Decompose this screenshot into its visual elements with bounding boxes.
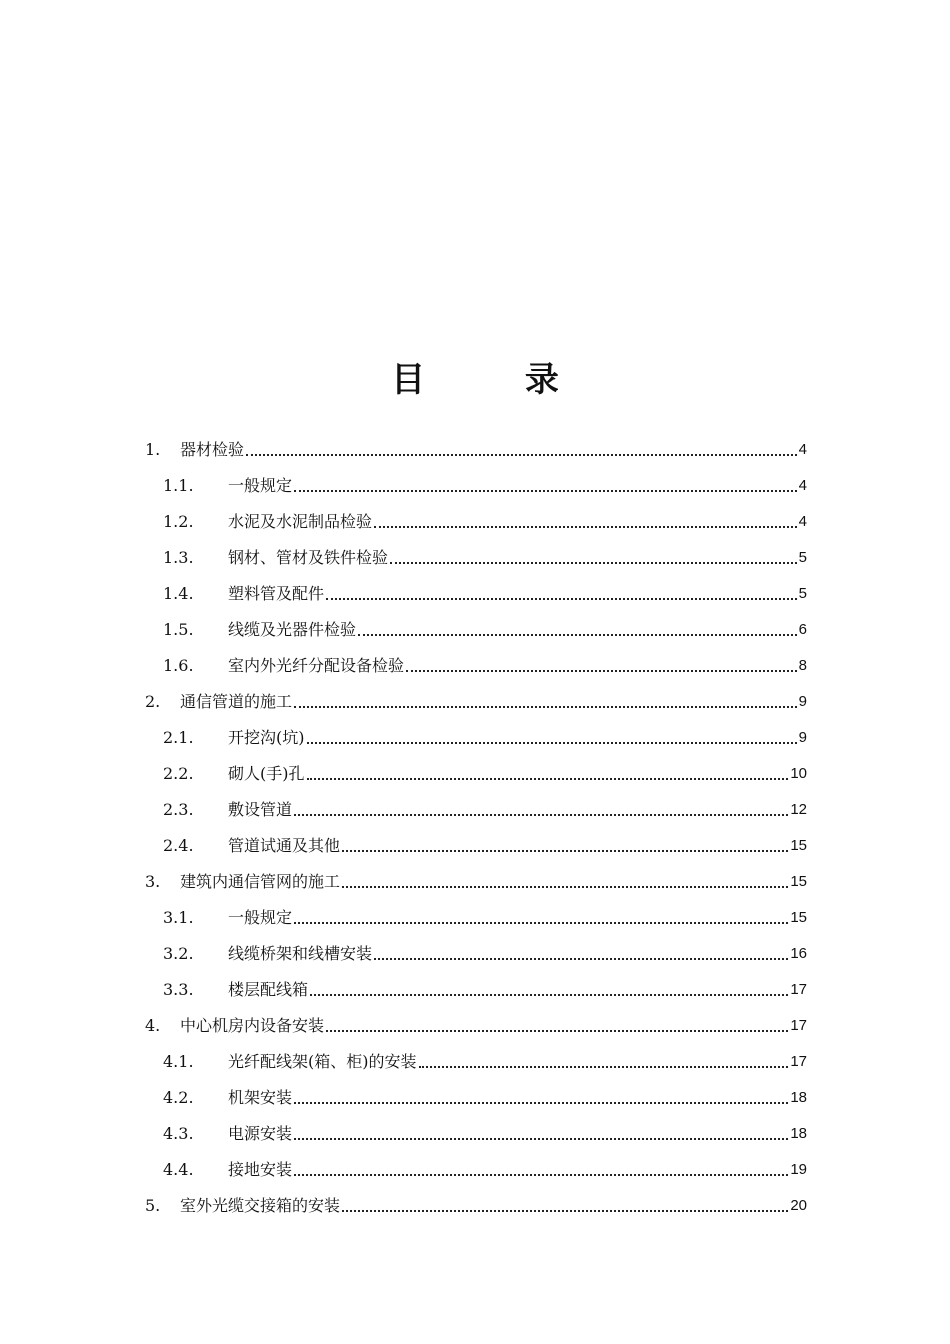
page-title: 目 录 (391, 360, 603, 400)
toc-entry-page-number: 16 (790, 945, 807, 962)
toc-entry-page-number: 4 (798, 513, 807, 530)
toc-entry[interactable] (163, 970, 807, 1000)
toc-entry-page-number: 4 (798, 477, 807, 494)
toc-entry-number: 1.1. (163, 476, 194, 495)
toc-entry-title: 器材检验 (180, 440, 245, 459)
toc-entry-title: 水泥及水泥制品检验 (228, 512, 373, 531)
toc-entry-number: 4.4. (163, 1160, 194, 1179)
toc-entry-title: 砌人(手)孔 (228, 764, 305, 783)
toc-entry-title: 开挖沟(坑) (228, 728, 305, 747)
toc-entry-number: 3. (145, 872, 161, 891)
toc-entry[interactable] (145, 862, 807, 892)
toc-entry-title: 接地安装 (228, 1160, 293, 1179)
toc-entry-page-number: 18 (790, 1125, 807, 1142)
toc-entry-page-number: 20 (790, 1197, 807, 1214)
toc-entry-title: 钢材、管材及铁件检验 (228, 548, 389, 567)
toc-entry-number: 2.2. (163, 764, 194, 783)
toc-entry[interactable] (145, 1006, 807, 1036)
dot-leader (294, 1173, 788, 1176)
toc-entry-title: 建筑内通信管网的施工 (180, 872, 341, 891)
toc-entry-page-number: 5 (798, 549, 807, 566)
toc-entry-page-number: 19 (790, 1161, 807, 1178)
toc-entry-title: 敷设管道 (228, 800, 293, 819)
dot-leader (307, 741, 797, 744)
toc-entry[interactable] (163, 934, 807, 964)
toc-entry-page-number: 6 (798, 621, 807, 638)
toc-entry[interactable] (163, 718, 807, 748)
toc-entry-page-number: 9 (798, 729, 807, 746)
dot-leader (419, 1065, 789, 1068)
toc-entry-number: 4.1. (163, 1052, 194, 1071)
toc-entry-number: 2. (145, 692, 161, 711)
dot-leader (294, 921, 788, 924)
toc-entry-title: 室内外光纤分配设备检验 (228, 656, 405, 675)
toc-entry[interactable] (163, 754, 807, 784)
dot-leader (406, 669, 797, 672)
toc-entry-page-number: 17 (790, 1053, 807, 1070)
dot-leader (390, 561, 797, 564)
toc-entry[interactable] (145, 682, 807, 712)
toc-entry-number: 3.1. (163, 908, 194, 927)
toc-entry-number: 4.3. (163, 1124, 194, 1143)
dot-leader (294, 489, 797, 492)
toc-entry-number: 1.5. (163, 620, 194, 639)
toc-entry-number: 1.6. (163, 656, 194, 675)
toc-entry[interactable] (163, 466, 807, 496)
dot-leader (310, 993, 788, 996)
toc-entry[interactable] (163, 1150, 807, 1180)
dot-leader (342, 885, 788, 888)
toc-entry-number: 3.2. (163, 944, 194, 963)
dot-leader (326, 1029, 788, 1032)
toc-entry[interactable] (163, 574, 807, 604)
toc-entry[interactable] (145, 430, 807, 460)
toc-entry-page-number: 12 (790, 801, 807, 818)
toc-entry-title: 线缆及光器件检验 (228, 620, 357, 639)
toc-entry[interactable] (163, 1078, 807, 1108)
toc-entry-number: 3.3. (163, 980, 194, 999)
toc-entry-page-number: 17 (790, 981, 807, 998)
dot-leader (342, 849, 788, 852)
toc-entry[interactable] (145, 1186, 807, 1216)
toc-entry[interactable] (163, 610, 807, 640)
toc-entry-page-number: 9 (798, 693, 807, 710)
toc-entry-number: 4. (145, 1016, 161, 1035)
toc-entry-page-number: 10 (790, 765, 807, 782)
toc-entry[interactable] (163, 1042, 807, 1072)
dot-leader (307, 777, 789, 780)
toc-entry-page-number: 18 (790, 1089, 807, 1106)
dot-leader (342, 1209, 788, 1212)
dot-leader (294, 705, 797, 708)
toc-entry-page-number: 5 (798, 585, 807, 602)
toc-entry-title: 通信管道的施工 (180, 692, 293, 711)
toc-entry[interactable] (163, 538, 807, 568)
toc-entry-title: 楼层配线箱 (228, 980, 309, 999)
toc-entry-page-number: 15 (790, 909, 807, 926)
toc-entry-number: 1.3. (163, 548, 194, 567)
toc-entry-page-number: 8 (798, 657, 807, 674)
toc-entry[interactable] (163, 790, 807, 820)
toc-entry-number: 5. (145, 1196, 161, 1215)
toc-entry-number: 2.3. (163, 800, 194, 819)
toc-entry-page-number: 15 (790, 837, 807, 854)
dot-leader (326, 597, 797, 600)
toc-entry-title: 一般规定 (228, 476, 293, 495)
toc-entry-title: 机架安装 (228, 1088, 293, 1107)
dot-leader (294, 1137, 788, 1140)
toc-entry-number: 1. (145, 440, 161, 459)
toc-entry-title: 管道试通及其他 (228, 836, 341, 855)
toc-entry[interactable] (163, 1114, 807, 1144)
toc-entry-title: 一般规定 (228, 908, 293, 927)
dot-leader (374, 525, 797, 528)
toc-entry-number: 2.4. (163, 836, 194, 855)
toc-entry-title: 塑料管及配件 (228, 584, 325, 603)
dot-leader (294, 813, 788, 816)
toc-entry[interactable] (163, 646, 807, 676)
toc-entry-number: 4.2. (163, 1088, 194, 1107)
dot-leader (374, 957, 788, 960)
toc-entry-title: 室外光缆交接箱的安装 (180, 1196, 341, 1215)
dot-leader (246, 453, 797, 456)
toc-entry-title: 中心机房内设备安装 (180, 1016, 325, 1035)
toc-entry[interactable] (163, 898, 807, 928)
toc-entry-title: 光纤配线架(箱、柜)的安装 (228, 1052, 417, 1071)
toc-entry-number: 2.1. (163, 728, 194, 747)
toc-entry-page-number: 17 (790, 1017, 807, 1034)
toc-entry-title: 电源安装 (228, 1124, 293, 1143)
toc-entry-number: 1.4. (163, 584, 194, 603)
dot-leader (358, 633, 797, 636)
toc-entry[interactable] (163, 826, 807, 856)
toc-entry-number: 1.2. (163, 512, 194, 531)
toc-entry-page-number: 4 (798, 441, 807, 458)
toc-entry-page-number: 15 (790, 873, 807, 890)
toc-entry[interactable] (163, 502, 807, 532)
dot-leader (294, 1101, 788, 1104)
toc-entry-title: 线缆桥架和线槽安装 (228, 944, 373, 963)
